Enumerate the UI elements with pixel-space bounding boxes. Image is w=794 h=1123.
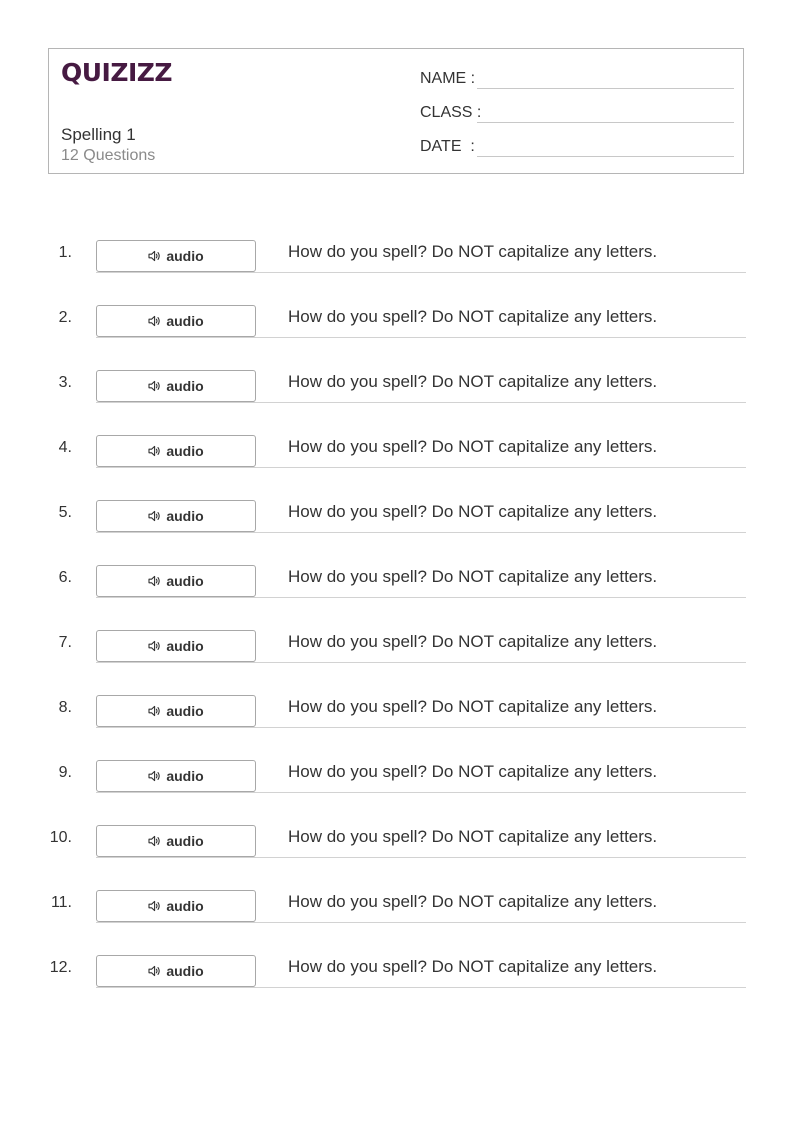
name-field[interactable]: [420, 69, 734, 91]
question-row: [0, 955, 794, 1020]
speaker-icon: [148, 445, 161, 457]
question-number: 5.: [58, 504, 72, 521]
audio-button[interactable]: [96, 825, 256, 857]
answer-line[interactable]: [96, 402, 746, 403]
speaker-icon: [148, 250, 161, 262]
question-row: [0, 825, 794, 890]
name-line[interactable]: [477, 88, 734, 89]
question-row: [0, 890, 794, 955]
question-row: [0, 760, 794, 825]
speaker-icon: [148, 965, 161, 977]
question-number: 4.: [58, 439, 72, 456]
question-number: 3.: [58, 374, 72, 391]
audio-button[interactable]: [96, 890, 256, 922]
question-text: How do you spell? Do NOT capitalize any letters.: [288, 957, 658, 976]
question-row: [0, 500, 794, 565]
question-row: [0, 370, 794, 435]
question-row: [0, 240, 794, 305]
audio-button[interactable]: [96, 240, 256, 272]
audio-label: audio: [166, 833, 204, 849]
question-number: 7.: [58, 634, 72, 651]
worksheet-header: [48, 48, 744, 174]
audio-label: audio: [166, 768, 204, 784]
audio-label: audio: [166, 703, 204, 719]
speaker-icon: [148, 640, 161, 652]
audio-label: audio: [166, 638, 204, 654]
question-text: How do you spell? Do NOT capitalize any letters.: [288, 762, 658, 781]
class-label: CLASS :: [420, 104, 482, 121]
audio-button[interactable]: [96, 435, 256, 467]
date-field[interactable]: [420, 137, 734, 159]
answer-line[interactable]: [96, 272, 746, 273]
audio-button[interactable]: [96, 630, 256, 662]
name-label: NAME :: [420, 70, 476, 87]
audio-button[interactable]: [96, 565, 256, 597]
audio-label: audio: [166, 963, 204, 979]
class-field[interactable]: [420, 103, 734, 125]
audio-button[interactable]: [96, 760, 256, 792]
quizizz-logo: QUIZIZZ: [61, 58, 173, 87]
answer-line[interactable]: [96, 597, 746, 598]
answer-line[interactable]: [96, 727, 746, 728]
question-number: 10.: [49, 829, 72, 846]
date-label: DATE :: [420, 138, 475, 155]
question-number: 2.: [58, 309, 72, 326]
answer-line[interactable]: [96, 857, 746, 858]
speaker-icon: [148, 705, 161, 717]
speaker-icon: [148, 380, 161, 392]
worksheet-title: Spelling 1: [61, 125, 136, 144]
speaker-icon: [148, 315, 161, 327]
audio-button[interactable]: [96, 695, 256, 727]
answer-line[interactable]: [96, 922, 746, 923]
audio-label: audio: [166, 898, 204, 914]
question-row: [0, 305, 794, 370]
question-text: How do you spell? Do NOT capitalize any letters.: [288, 437, 658, 456]
question-text: How do you spell? Do NOT capitalize any letters.: [288, 632, 658, 651]
question-number: 8.: [58, 699, 72, 716]
audio-button[interactable]: [96, 955, 256, 987]
question-text: How do you spell? Do NOT capitalize any letters.: [288, 892, 658, 911]
audio-button[interactable]: [96, 370, 256, 402]
question-number: 11.: [50, 894, 72, 911]
question-text: How do you spell? Do NOT capitalize any letters.: [288, 827, 658, 846]
answer-line[interactable]: [96, 337, 746, 338]
question-text: How do you spell? Do NOT capitalize any letters.: [288, 242, 658, 261]
question-number: 9.: [58, 764, 72, 781]
question-count: 12 Questions: [61, 147, 156, 164]
audio-label: audio: [166, 248, 204, 264]
speaker-icon: [148, 510, 161, 522]
question-row: [0, 695, 794, 760]
question-number: 12.: [49, 959, 72, 976]
speaker-icon: [148, 575, 161, 587]
question-text: How do you spell? Do NOT capitalize any letters.: [288, 372, 658, 391]
question-row: [0, 435, 794, 500]
date-line[interactable]: [477, 156, 734, 157]
audio-label: audio: [166, 443, 204, 459]
speaker-icon: [148, 900, 161, 912]
question-text: How do you spell? Do NOT capitalize any letters.: [288, 697, 658, 716]
audio-button[interactable]: [96, 500, 256, 532]
question-text: How do you spell? Do NOT capitalize any letters.: [288, 567, 658, 586]
question-text: How do you spell? Do NOT capitalize any letters.: [288, 307, 658, 326]
answer-line[interactable]: [96, 987, 746, 988]
speaker-icon: [148, 835, 161, 847]
audio-label: audio: [166, 378, 204, 394]
audio-label: audio: [166, 508, 204, 524]
question-number: 1.: [58, 244, 72, 261]
class-line[interactable]: [477, 122, 734, 123]
audio-label: audio: [166, 313, 204, 329]
question-row: [0, 630, 794, 695]
question-row: [0, 565, 794, 630]
question-text: How do you spell? Do NOT capitalize any letters.: [288, 502, 658, 521]
answer-line[interactable]: [96, 792, 746, 793]
audio-label: audio: [166, 573, 204, 589]
question-number: 6.: [58, 569, 72, 586]
answer-line[interactable]: [96, 662, 746, 663]
audio-button[interactable]: [96, 305, 256, 337]
speaker-icon: [148, 770, 161, 782]
answer-line[interactable]: [96, 467, 746, 468]
answer-line[interactable]: [96, 532, 746, 533]
